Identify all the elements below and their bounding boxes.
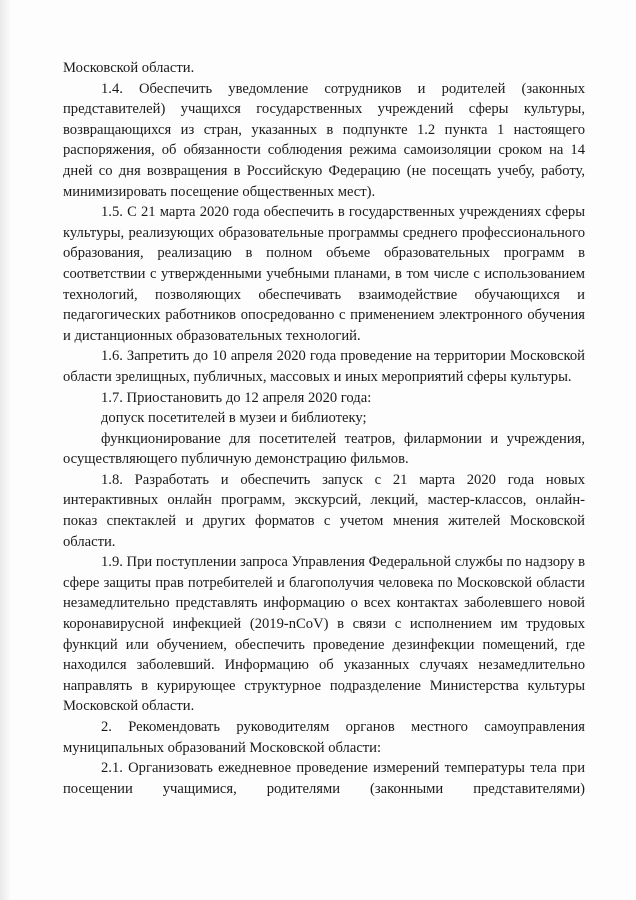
paragraph-1-7-museums: допуск посетителей в музеи и библиотеку; (101, 410, 367, 427)
scan-edge-shadow (0, 0, 10, 900)
paragraph-1-7-theatres: функционирование для посетителей театров, филармонии и учреждения, осуществляющего публичную демонстрацию фильмов. (63, 430, 585, 468)
paragraph-1-8: 1.8. Разработать и обеспечить запуск с 21 марта 2020 года новых интерактивных онлайн программ, экскурсий, лекций, мастер-классов, онлайн-показ спектаклей и других форматов с учетом мнения жителей Московской области. (63, 471, 585, 550)
paragraph-1-4: 1.4. Обеспечить уведомление сотрудников и родителей (законных представителей) учащихся государственных учреждений сферы культуры, возвращающихся из стран, указанных в подпункте 1.2 пункта 1 настоящего распоряжения, об обязанности соблюдения режима самоизоляции сроком на 14 дней со дня возвращения в Российскую Федерацию (не посещать учебу, работу, минимизировать посещение общественных мест). (63, 80, 585, 200)
paragraph-continuation: Московской области. (63, 60, 195, 76)
paragraph-2-1: 2.1. Организовать ежедневное проведение измерений температуры тела при посещении учащимися, родителями (законными представителями) (63, 760, 585, 797)
paragraph-1-7: 1.7. Приостановить до 12 апреля 2020 года: (101, 389, 372, 406)
paragraph-1-5: 1.5. С 21 марта 2020 года обеспечить в государственных учреждениях сферы культуры, реализующих образовательные программы среднего профессионального образования, реализацию в полном объеме образовательных программ в соответствии с утвержденными учебными планами, в том числе с использованием технологий, позволяющих обеспечивать взаимодействие обучающихся и педагогических работников опосредованно с применением электронного обучения и дистанционных образовательных технологий. (63, 204, 585, 344)
paragraph-2: 2. Рекомендовать руководителям органов местного самоуправления муниципальных образований Московской области: (63, 719, 585, 756)
paragraph-1-9: 1.9. При поступлении запроса Управления Федеральной службы по надзору в сфере защиты прав потребителей и благополучия человека по Московской области незамедлительно представлять информацию о всех контактах заболевшего новой коронавирусной инфекцией (2019-nCoV) в связи с исполнением им трудовых функций или обучением, обеспечить проведение дезинфекции помещений, где находился заболевший. Информацию об указанных случаях незамедлительно направлять в курирующее структурное подразделение Министерства культуры Московской области. (63, 554, 585, 715)
paragraph-1-6: 1.6. Запретить до 10 апреля 2020 года проведение на территории Московской области зрелищных, публичных, массовых и иных мероприятий сферы культуры. (63, 348, 585, 385)
document-body (63, 58, 585, 799)
